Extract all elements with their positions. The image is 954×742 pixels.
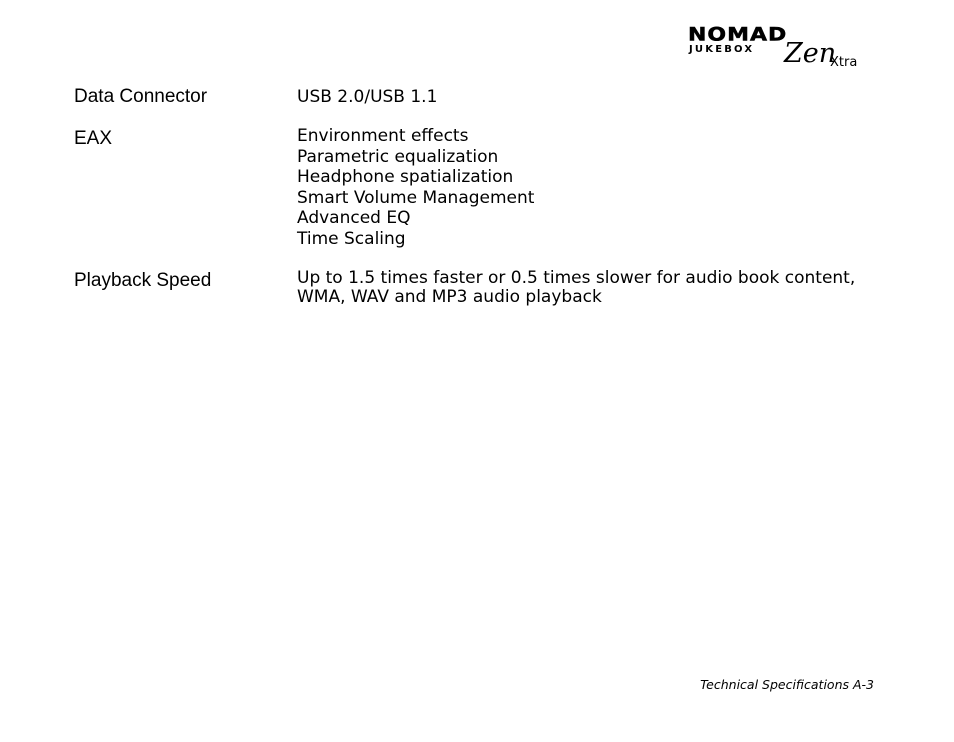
logo-product: Zen bbox=[784, 38, 837, 69]
spec-label: EAX bbox=[74, 128, 113, 149]
spec-value-line: Time Scaling bbox=[297, 228, 406, 249]
spec-value-line: USB 2.0/USB 1.1 bbox=[297, 87, 438, 107]
spec-label: Data Connector bbox=[74, 86, 208, 107]
page-footer: Technical Specifications A-3 bbox=[700, 677, 874, 692]
spec-value bbox=[297, 87, 437, 108]
spec-value-line: Headphone spatialization bbox=[297, 167, 514, 188]
logo-suffix: Xtra bbox=[830, 55, 858, 70]
nomad-jukebox-zen-xtra-logo bbox=[688, 26, 868, 74]
logo-line2: JUKEBOX bbox=[689, 44, 755, 55]
spec-value-line: WMA, WAV and MP3 audio playback bbox=[297, 287, 602, 307]
spec-value-line: Environment effects bbox=[297, 126, 469, 146]
logo-brand: NOMAD bbox=[688, 24, 788, 46]
spec-value-line: Advanced EQ bbox=[297, 208, 411, 229]
spec-value-line: Smart Volume Management bbox=[297, 187, 535, 208]
spec-value bbox=[297, 126, 534, 250]
spec-value-line: Parametric equalization bbox=[297, 146, 499, 167]
spec-value bbox=[297, 269, 855, 307]
spec-label: Playback Speed bbox=[74, 270, 212, 291]
spec-value-line: Up to 1.5 times faster or 0.5 times slower for audio book content, bbox=[297, 268, 856, 288]
